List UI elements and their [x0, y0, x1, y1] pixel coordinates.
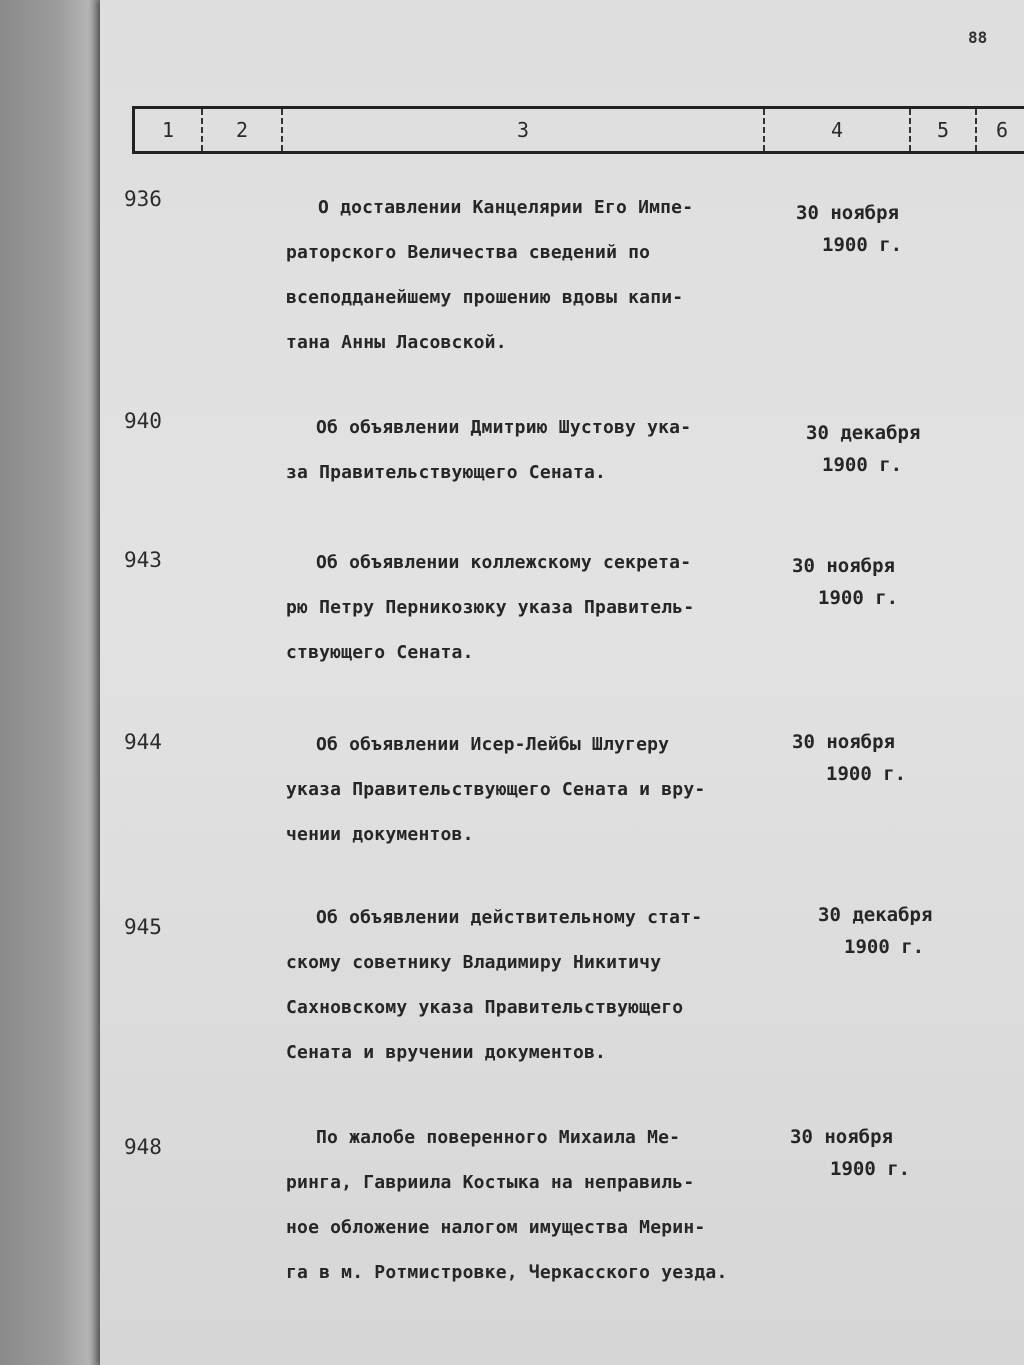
column-header-5: 5 — [911, 109, 977, 151]
description-line: О доставлении Канцелярии Его Импе- — [318, 197, 694, 218]
entry-description — [286, 722, 806, 857]
date-day-month: 30 декабря — [806, 422, 921, 444]
date-day-month: 30 ноября — [796, 202, 899, 224]
column-header-4: 4 — [765, 109, 911, 151]
column-header-1: 1 — [135, 109, 203, 151]
date-year: 1900 г. — [818, 587, 899, 609]
entry-date — [818, 899, 988, 963]
date-year: 1900 г. — [830, 1158, 911, 1180]
description-line: тана Анны Ласовской. — [286, 332, 507, 353]
date-day-month: 30 ноября — [792, 731, 895, 753]
entry-number: 940 — [124, 409, 162, 433]
description-line: рю Петру Перникозюку указа Правитель- — [286, 597, 695, 618]
description-line: всеподданейшему прошению вдовы капи- — [286, 287, 684, 308]
entry-description — [286, 540, 806, 675]
description-line: Об объявлении Дмитрию Шустову ука- — [316, 417, 692, 438]
description-line: Об объявлении коллежскому секрета- — [316, 552, 692, 573]
entry-date — [790, 1121, 960, 1185]
description-line: га в м. Ротмистровке, Черкасского уезда. — [286, 1262, 728, 1283]
date-day-month: 30 ноября — [792, 555, 895, 577]
date-day-month: 30 декабря — [818, 904, 933, 926]
entry-date — [806, 417, 976, 481]
date-year: 1900 г. — [826, 763, 907, 785]
column-header-row — [132, 106, 1024, 154]
book-spine-shadow — [0, 0, 104, 1365]
entry-number: 943 — [124, 548, 162, 572]
description-line: Сената и вручении документов. — [286, 1042, 607, 1063]
column-header-3: 3 — [283, 109, 765, 151]
entry-date — [792, 550, 962, 614]
description-line: указа Правительствующего Сената и вру- — [286, 779, 706, 800]
date-year: 1900 г. — [822, 454, 903, 476]
description-line: ринга, Гавриила Костыка на неправиль- — [286, 1172, 695, 1193]
description-line: чении документов. — [286, 824, 474, 845]
date-year: 1900 г. — [844, 936, 925, 958]
entry-number: 936 — [124, 187, 162, 211]
entry-number: 948 — [124, 1135, 162, 1159]
date-day-month: 30 ноября — [790, 1126, 893, 1148]
entry-description — [286, 185, 806, 365]
entry-description — [286, 1115, 826, 1295]
description-line: за Правительствующего Сената. — [286, 462, 607, 483]
description-line: ствующего Сената. — [286, 642, 474, 663]
description-line: Об объявлении действительному стат- — [316, 907, 703, 928]
entry-description — [286, 405, 806, 495]
entry-date — [796, 197, 966, 261]
entry-date — [792, 726, 962, 790]
column-header-6: 6 — [995, 118, 1009, 142]
page-number: 88 — [968, 28, 988, 47]
column-header-2: 2 — [203, 109, 283, 151]
description-line: По жалобе поверенного Михаила Ме- — [316, 1127, 681, 1148]
entry-number: 944 — [124, 730, 162, 754]
description-line: раторского Величества сведений по — [286, 242, 651, 263]
date-year: 1900 г. — [822, 234, 903, 256]
description-line: Об объявлении Исер-Лейбы Шлугеру — [316, 734, 670, 755]
entry-number: 945 — [124, 915, 162, 939]
entry-description — [286, 895, 806, 1075]
description-line: Сахновскому указа Правительствующего — [286, 997, 684, 1018]
description-line: скому советнику Владимиру Никитичу — [286, 952, 662, 973]
description-line: ное обложение налогом имущества Мерин- — [286, 1217, 706, 1238]
